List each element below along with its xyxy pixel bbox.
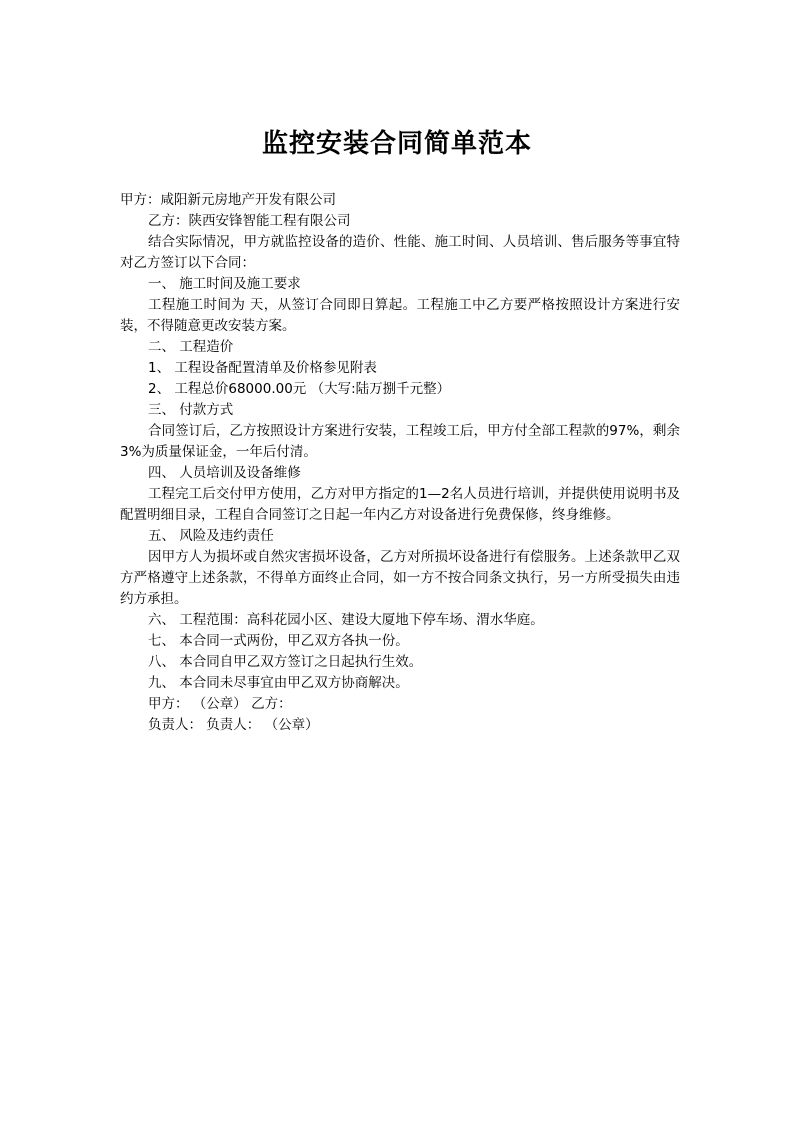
document-title: 监控安装合同简单范本	[261, 129, 532, 159]
section-6: 六、 工程范围：高科花园小区、建设大厦地下停车场、渭水华庭。	[148, 612, 544, 628]
signature-line-2: 负责人： 负责人： （公章）	[148, 717, 319, 733]
section-paragraph-4: 工程完工后交付甲方使用，乙方对甲方指定的1—2名人员进行培训，并提供使用说明书及配置明细目录，工程自合同签订之日起一年内乙方对设备进行免费保修，终身维修。	[120, 486, 680, 523]
price-item-1: 1、 工程设备配置清单及价格参见附表	[148, 360, 377, 376]
section-9: 九、 本合同未尽事宜由甲乙双方协商解决。	[148, 675, 409, 691]
section-heading-1: 一、 施工时间及施工要求	[148, 276, 301, 292]
section-heading-4: 四、 人员培训及设备维修	[148, 465, 301, 481]
section-7: 七、 本合同一式两份，甲乙双方各执一份。	[148, 633, 409, 649]
section-paragraph-1: 工程施工时间为 天，从签订合同即日算起。工程施工中乙方要严格按照设计方案进行安装，不得随意更改安装方案。	[120, 297, 680, 334]
section-paragraph-3: 合同签订后，乙方按照设计方案进行安装，工程竣工后，甲方付全部工程款的97%，剩余3%为质量保证金，一年后付清。	[120, 423, 680, 460]
section-heading-3: 三、 付款方式	[148, 402, 234, 418]
section-8: 八、 本合同自甲乙双方签订之日起执行生效。	[148, 654, 423, 670]
party-b-line: 乙方：陕西安锋智能工程有限公司	[148, 213, 351, 229]
party-a-line: 甲方：咸阳新元房地产开发有限公司	[120, 192, 336, 208]
signature-line-1: 甲方： （公章） 乙方：	[148, 696, 292, 712]
intro-paragraph: 结合实际情况，甲方就监控设备的造价、性能、施工时间、人员培训、售后服务等事宜特对乙方签订以下合同：	[120, 234, 680, 271]
section-paragraph-5: 因甲方人为损坏或自然灾害损坏设备，乙方对所损坏设备进行有偿服务。上述条款甲乙双方严格遵守上述条款，不得单方面终止合同，如一方不按合同条文执行，另一方所受损失由违约方承担。	[120, 549, 680, 607]
section-heading-2: 二、 工程造价	[148, 339, 234, 355]
section-heading-5: 五、 风险及违约责任	[148, 528, 274, 544]
price-item-2: 2、 工程总价68000.00元 （大写:陆万捌千元整）	[148, 381, 451, 397]
contract-body	[120, 190, 680, 736]
